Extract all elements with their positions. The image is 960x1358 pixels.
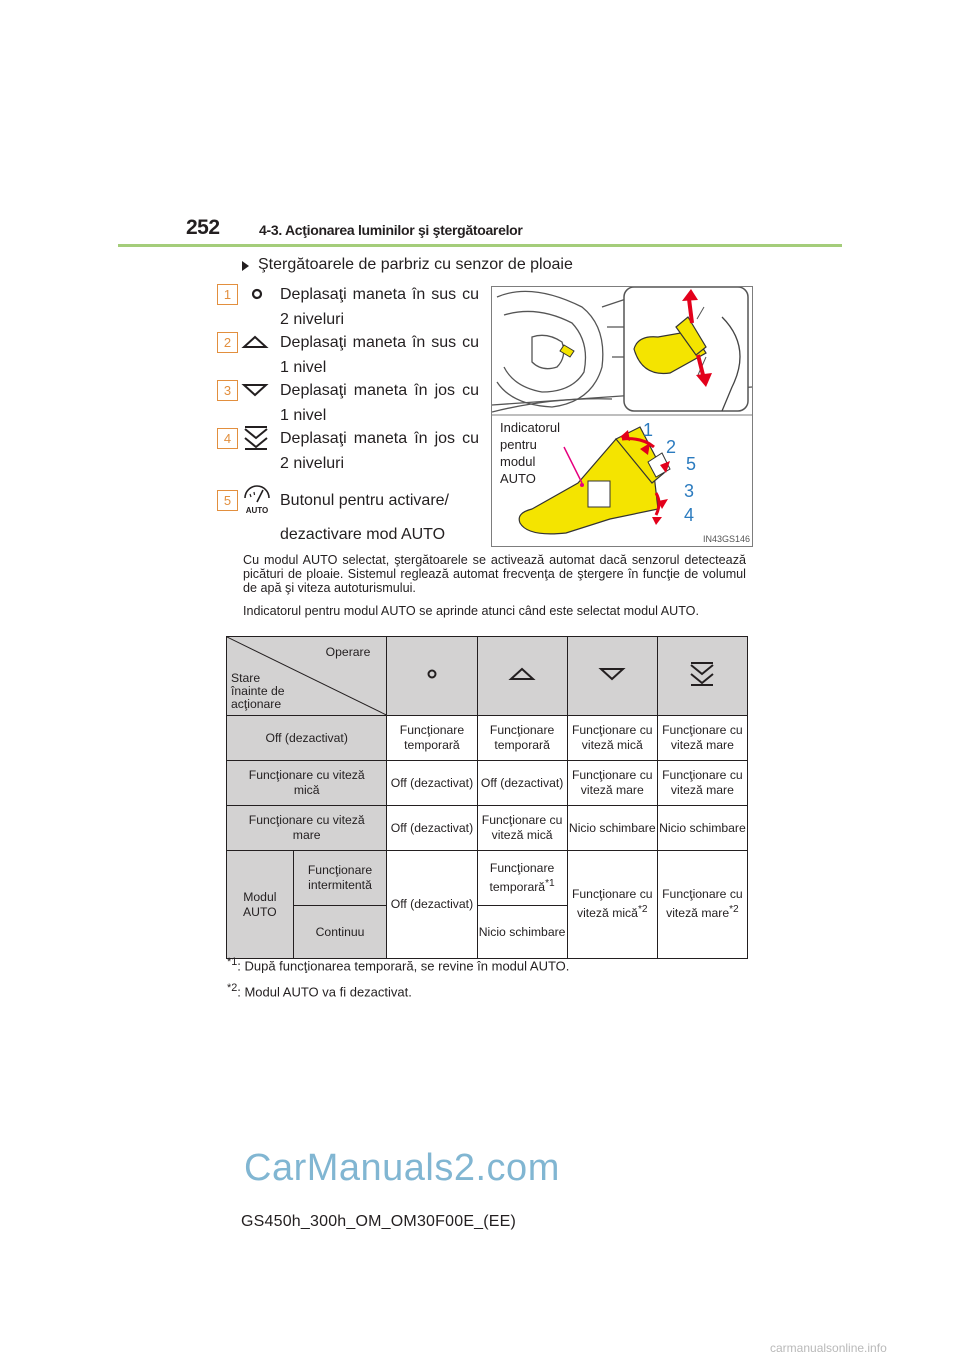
auto-indicator-callout: Indicatorul pentru modul AUTO	[500, 420, 560, 486]
sub-heading: Ştergătoarele de parbriz cu senzor de ploaie	[258, 256, 573, 273]
corner-bottom-label: Stare înainte de acţionare	[231, 671, 285, 711]
auto-icon-text: AUTO	[245, 506, 269, 514]
table-cell: Funcţionare cu viteză mare$^{*2}$	[657, 851, 747, 959]
auto-wiper-icon	[241, 484, 273, 514]
table-cell: Off (dezactivat)	[387, 851, 477, 959]
operation-table	[226, 636, 748, 959]
table-cell: Funcţionare temporară$^{*1}$	[477, 851, 567, 906]
source-watermark: carmanualsonline.info	[770, 1341, 887, 1355]
table-cell: Off (dezactivat)	[387, 761, 477, 806]
row-header: Funcţionare cu viteză mare	[227, 806, 387, 851]
circle-icon	[243, 280, 271, 308]
header-double-down-chevron-icon	[657, 637, 747, 716]
section-title: 4-3. Acţionarea luminilor şi ştergătoarelor	[259, 222, 523, 238]
table-row	[227, 716, 748, 761]
watermark: CarManuals2.com	[244, 1147, 560, 1189]
row-subheader: Funcţionare intermitentă	[293, 851, 387, 906]
description-paragraph: Cu modul AUTO selectat, ştergătoarele se activează automat dacă senzorul detectează picături de ploaie. Sistemul reglează automat frecvenţa de ştergere în funcţie de volumul de apă şi viteza autoturismului.	[243, 553, 746, 595]
figure-code: IN43GS146	[703, 534, 751, 544]
row-subheader: Continuu	[293, 906, 387, 959]
wiper-lever-illustration	[491, 286, 753, 547]
table-cell: Funcţionare cu viteză mică	[477, 806, 567, 851]
operation-text: Deplasaţi maneta în sus cu 2 niveluri	[280, 286, 479, 328]
row-header: Off (dezactivat)	[227, 716, 387, 761]
down-chevron-icon	[241, 376, 269, 404]
table-cell: Off (dezactivat)	[477, 761, 567, 806]
table-cell: Funcţionare temporară	[477, 716, 567, 761]
table-cell: Funcţionare cu viteză mică	[567, 716, 657, 761]
operation-number: 2	[217, 332, 238, 353]
table-cell: Funcţionare cu viteză mare	[657, 716, 747, 761]
footnote: $^{*1}$: După funcţionarea temporară, se revine în modul AUTO.	[227, 956, 570, 974]
operation-text: Deplasaţi maneta în sus cu 1 nivel	[280, 334, 479, 376]
table-cell: Funcţionare cu viteză mare	[567, 761, 657, 806]
header-circle-icon	[387, 637, 477, 716]
up-chevron-icon	[241, 328, 269, 356]
table-row	[227, 806, 748, 851]
header-up-chevron-icon	[477, 637, 567, 716]
table-cell: Nicio schimbare	[657, 806, 747, 851]
double-down-chevron-icon	[242, 424, 270, 452]
table-row	[227, 761, 748, 806]
operation-text: Deplasaţi maneta în jos cu 2 niveluri	[280, 430, 479, 472]
operation-number: 1	[217, 284, 238, 305]
table-row	[227, 851, 748, 906]
footer-code: GS450h_300h_OM_OM30F00E_(EE)	[241, 1213, 517, 1230]
header-down-chevron-icon	[567, 637, 657, 716]
operation-number: 4	[217, 428, 238, 449]
page-number: 252	[186, 216, 220, 239]
table-cell: Funcţionare cu viteză mare	[657, 761, 747, 806]
table-cell: Nicio schimbare	[567, 806, 657, 851]
table-cell: Funcţionare temporară	[387, 716, 477, 761]
footnote-mark: *2	[637, 904, 648, 916]
table-cell: Funcţionare cu viteză mică$^{*2}$	[567, 851, 657, 959]
indicator-paragraph: Indicatorul pentru modul AUTO se aprinde atunci când este selectat modul AUTO.	[243, 604, 699, 618]
row-header-auto: Modul AUTO	[227, 851, 294, 959]
footnote: $^{*2}$: Modul AUTO va fi dezactivat.	[227, 982, 412, 1000]
operation-number: 5	[217, 490, 238, 511]
table-cell: Nicio schimbare	[477, 906, 567, 959]
figure-label: 3	[684, 481, 695, 501]
footnote-mark: *2	[729, 904, 739, 916]
figure-label: 4	[684, 505, 695, 525]
operation-text: Butonul pentru activare/ dezactivare mod AUTO	[280, 492, 449, 543]
table-corner-cell	[227, 637, 387, 716]
figure-label: 5	[686, 454, 697, 474]
corner-top-label: Operare	[325, 645, 371, 659]
operation-text: Deplasaţi maneta în jos cu 1 nivel	[280, 382, 479, 424]
footnote-mark: *1	[545, 877, 555, 889]
row-header: Funcţionare cu viteză mică	[227, 761, 387, 806]
table-cell: Off (dezactivat)	[387, 806, 477, 851]
bullet-arrow-icon	[242, 261, 249, 271]
figure-label: 1	[643, 420, 654, 440]
figure-label: 2	[666, 437, 677, 457]
operation-number: 3	[217, 380, 238, 401]
header-rule	[118, 244, 842, 247]
